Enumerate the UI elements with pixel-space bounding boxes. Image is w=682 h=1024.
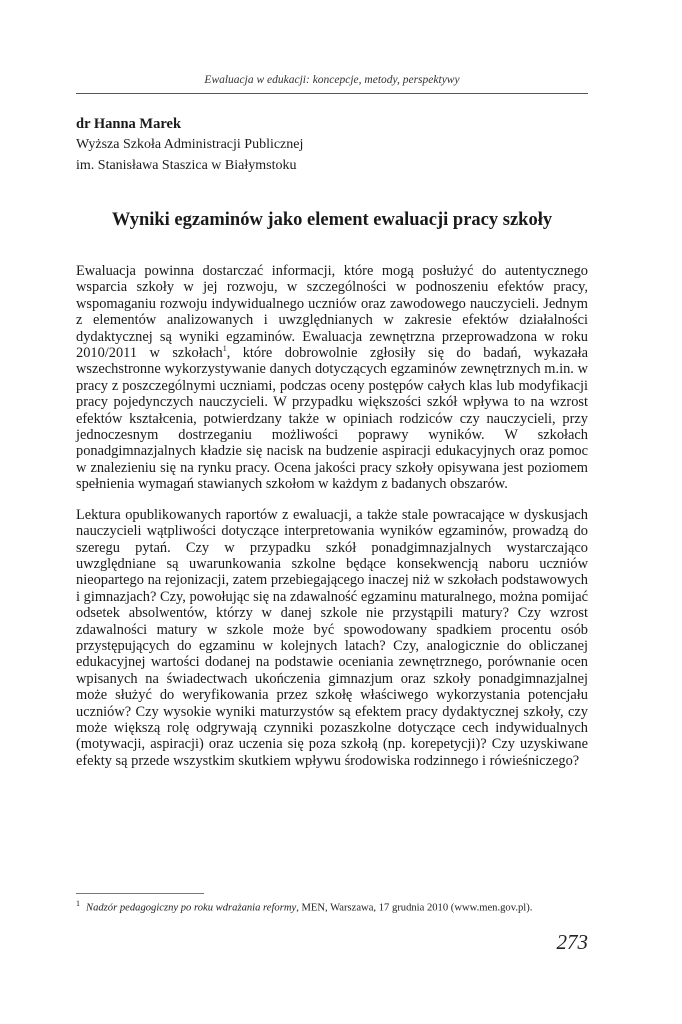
article-body <box>76 263 588 783</box>
footnote <box>76 897 596 916</box>
footnote-reference: 1 <box>222 344 227 354</box>
paragraph-2: Lektura opublikowanych raportów z ewaluacji, a także stale powracające w dyskusjach nauczycieli wątpliwości dotyczące interpretowania wyników egzaminów, prowadzą do szeregu pytań. Czy w przypadku szkół ponadgimnazjalnych wystarczająco uwzględniane są uwarunkowania szkolne będące konsekwencją naboru uczniów nieopartego na rejonizacji, zatem przebiegającego inaczej niż w szkołach podstawowych i gimnazjach? Czy, powołując się na zdawalność egzaminu maturalnego, można pomijać odsetek absolwentów, którzy w danej szkole nie przystąpili matury? Czy wzrost zdawalności matury w szkole może być spowodowany spadkiem procentu osób przystępujących do egzaminu w kolejnych latach? Czy, analogicznie do obliczanej edukacyjnej wartości dodanej na podstawie oceniania zewnętrznego, porównanie ocen wpisanych na świadectwach ukończenia gimnazjum oraz szkoły ponadgimnazjalnej może służyć do weryfikowania przez szkołę właściwego wykorzystania potencjału uczniów? Czy wysokie wyniki maturzystów są efektem pracy dydaktycznej szkoły, czy może większą rolę odgrywają czynniki pozaszkolne dotyczące cech indywidualnych (motywacji, aspiracji) oraz uczenia się poza szkołą (np. korepetycji)? Czy uzyskiwane efekty są przede wszystkim skutkiem wpływu środowiska rodzinnego i rówieśniczego? <box>76 506 588 769</box>
running-header: Ewaluacja w edukacji: koncepcje, metody, perspektywy <box>204 74 460 86</box>
author-affiliation-line1: Wyższa Szkoła Administracji Publicznej <box>76 137 304 152</box>
paragraph-1-part1: Ewaluacja powinna dostarczać informacji, które mogą posłużyć do autentycznego wsparcia szkoły w jej rozwoju, w szczególności w podnoszeniu efektów pracy, wspomaganiu rozwoju indywidualnego uczniów oraz zawodowego nauczycieli. Jednym z elementów analizowanych i uwzględnianych w zakresie efektów działalności dydaktycznej są wyniki egzaminów. Ewaluacja zewnętrzna przeprowadzona w roku 2010/2011 w szkołach <box>76 263 588 362</box>
footnote-source-title: Nadzór pedagogiczny po roku wdrażania reformy <box>86 902 297 914</box>
article-title: Wyniki egzaminów jako element ewaluacji pracy szkoły <box>111 210 553 230</box>
author-name: dr Hanna Marek <box>76 116 182 132</box>
author-affiliation-line2: im. Stanisława Staszica w Białymstoku <box>76 158 297 173</box>
paragraph-1-part2: , które dobrowolnie zgłosiły się do badań, wykazała wszechstronne wykorzystywanie danych dotyczących egzaminów zewnętrznych m.in. w pracy z poszczególnymi uczniami, podczas oceny postępów całych klas lub modyfikacji pracy pojedynczych nauczycieli. W przypadku większości szkół wpływa to na wzrost efektów kształcenia, potwierdzany także w opiniach rodziców czy nauczycieli, przy jednoczesnym dostrzeganiu możliwości poprawy wyników. W szkołach ponadgimnazjalnych kładzie się nacisk na budzenie aspiracji edukacyjnych oraz pomoc w znalezieniu się na rynku pracy. Ocena jakości pracy szkoły opisywana jest poziomem spełnienia wymagań stawianych szkołom w każdym z badanych obszarów. <box>76 345 589 493</box>
footnote-source-details: , MEN, Warszawa, 17 grudnia 2010 (www.men.gov.pl). <box>296 902 533 914</box>
paragraph-1 <box>76 263 588 493</box>
page-number: 273 <box>556 930 588 954</box>
author-block <box>76 114 588 176</box>
header-divider <box>76 93 588 94</box>
footnote-mark: 1 <box>76 899 80 908</box>
footnote-divider <box>76 893 204 894</box>
